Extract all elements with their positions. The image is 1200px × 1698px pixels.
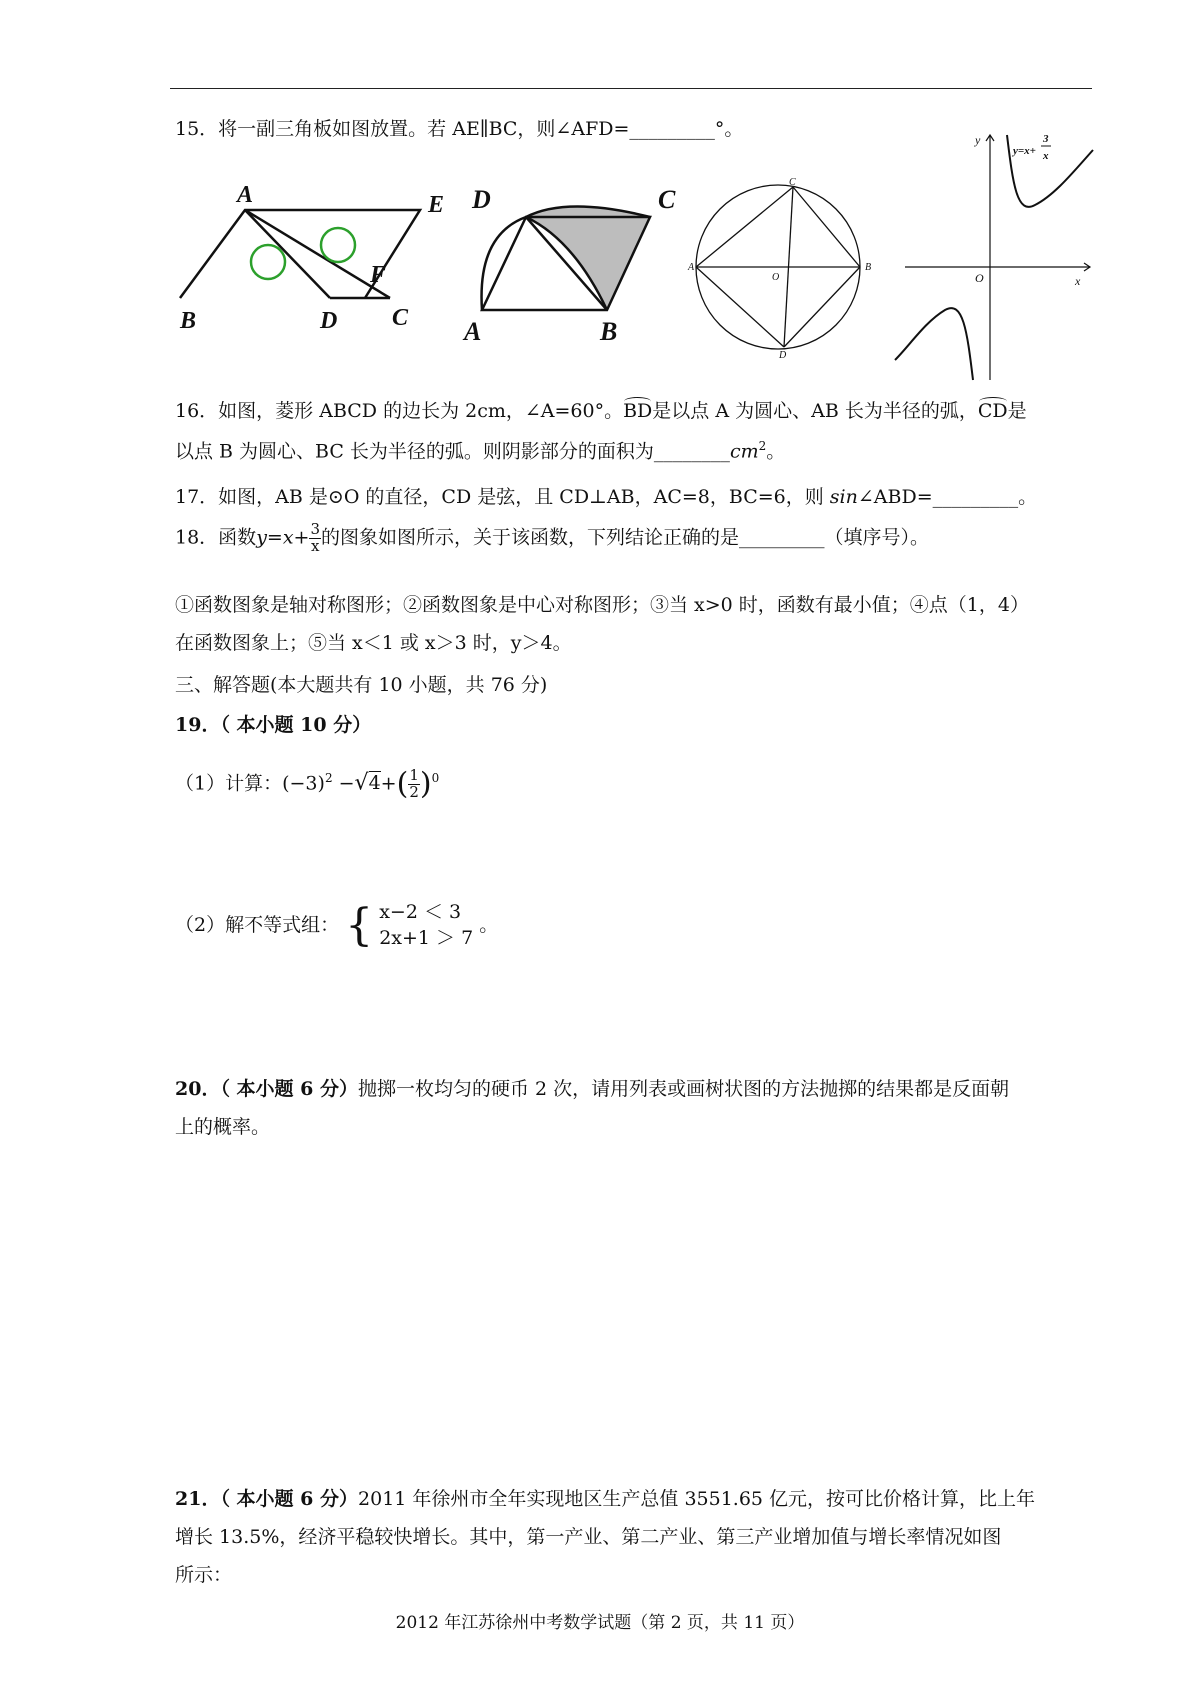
fig16-label-d: D [472, 185, 491, 214]
fig15-circle-1 [251, 245, 285, 279]
fig18-label-x: x [1075, 274, 1081, 288]
fig15-label-a: A [237, 182, 254, 208]
fig16-label-c: C [658, 185, 676, 214]
curve-branch-negative [895, 308, 973, 380]
question-19-heading: 19．（ 本小题 10 分） [175, 714, 372, 736]
arc-bd: BD [623, 400, 653, 422]
question-18: 18．函数y=x+ $\frac{3}{x}$ 的图象如图所示，关于该函数，下列结论正确的是_________（填序号）。 [175, 520, 930, 555]
fig17-label-b: B [865, 262, 872, 273]
fig17-label-c: C [789, 177, 796, 188]
fig15-label-b: B [180, 308, 197, 334]
fig18-label-y: y [975, 133, 981, 147]
system-brace: { [345, 899, 374, 951]
fig15-circle-2 [321, 228, 355, 262]
fig15-label-d: D [320, 308, 338, 334]
q18-fraction: $\frac{3}{x}$ [310, 520, 321, 555]
fig16-label-a: A [464, 317, 482, 346]
question-18-options-line-1: ①函数图象是轴对称图形；②函数图象是中心对称图形；③当 x>0 时，函数有最小值；④点（1，4） [175, 594, 1029, 616]
figure-17-circle [688, 177, 880, 361]
figure-15-triangles [170, 180, 460, 340]
question-21-line-3: 所示： [175, 1564, 233, 1586]
svg-text:3: 3 [1043, 133, 1049, 145]
question-21-line-2: 增长 13.5%，经济平稳较快增长。其中，第一产业、第二产业、第三产业增加值与增长率情况如图 [175, 1526, 1002, 1548]
question-15 [175, 120, 743, 139]
q19-fraction: $\frac{1}{2}$ [409, 766, 419, 801]
inequality-system: x−2 ＜ 3 2x+1 ＞ 7 [379, 901, 474, 949]
page-footer: 2012 年江苏徐州中考数学试题（第 2 页，共 11 页） [395, 1613, 805, 1633]
question-20-line-2: 上的概率。 [175, 1116, 271, 1138]
question-17: 17．如图，AB 是⊙O 的直径，CD 是弦，且 CD⊥AB，AC=8，BC=6，则 sin∠ABD=_________。 [175, 486, 1038, 508]
fig16-label-b: B [600, 317, 618, 346]
sqrt-sign: √ [354, 770, 369, 796]
fig17-label-d: D [779, 350, 787, 361]
fig17-label-o: O [772, 272, 780, 283]
fig15-label-c: C [392, 305, 409, 331]
arc-cd: CD [977, 400, 1008, 422]
fig15-label-e: E [428, 192, 445, 218]
figure-18-graph [895, 130, 1095, 385]
question-18-options-line-2: 在函数图象上；⑤当 x＜1 或 x＞3 时，y＞4。 [175, 632, 572, 654]
question-16-line-1: 16．如图，菱形 ABCD 的边长为 2cm，∠A=60°。BD是以点 A 为圆心、AB 长为半径的弧，CD是 [175, 400, 1027, 422]
fig18-equation [1011, 133, 1051, 162]
question-16-line-2: 以点 B 为圆心、BC 长为半径的弧。则阴影部分的面积为$\_\_\_\_\_\_\_\_cm^2$。 [175, 439, 786, 463]
question-20-line-1: 20．（ 本小题 6 分）抛掷一枚均匀的硬币 2 次，请用列表或画树状图的方法抛掷的结果都是反面朝 [175, 1078, 1010, 1100]
q15-text: 15．将一副三角板如图放置。若 AE∥BC，则∠AFD=_________°。 [175, 118, 744, 140]
section-3-heading: 三、解答题(本大题共有 10 小题，共 76 分) [175, 674, 548, 696]
svg-text:y=x+: y=x+ [1013, 145, 1036, 157]
fig18-label-o: O [975, 271, 984, 285]
svg-text:x: x [1043, 150, 1049, 162]
figure-16-rhombus [462, 180, 690, 345]
question-19-part-1: （1）计算：$(-3)^2 -√4+$( $\frac{1}{2}$ )$^0$ [175, 766, 440, 802]
header-rule [170, 88, 1092, 89]
question-21-line-1: 21．（ 本小题 6 分）2011 年徐州市全年实现地区生产总值 3551.65 亿元，按可比价格计算，比上年 [175, 1488, 1036, 1510]
fig15-label-f: F [370, 262, 387, 288]
fig17-label-a: A [688, 262, 695, 273]
question-19-part-2: （2）解不等式组： { x−2 ＜ 3 2x+1 ＞ 7 。 [175, 899, 499, 951]
